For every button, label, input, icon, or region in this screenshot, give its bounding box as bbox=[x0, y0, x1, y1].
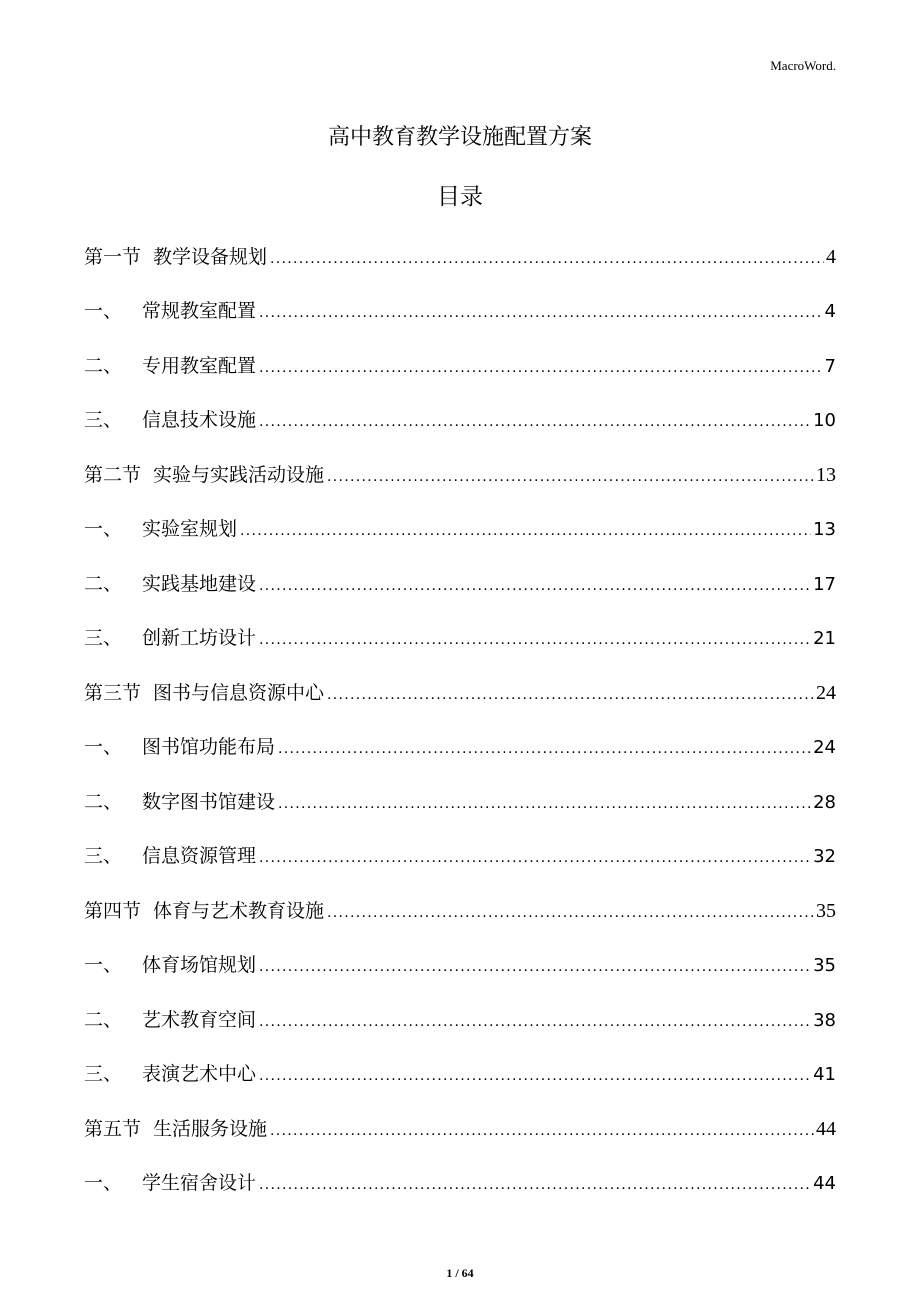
toc-dot-leader bbox=[259, 360, 823, 376]
toc-entry-link[interactable] bbox=[84, 1059, 836, 1086]
toc-dot-leader bbox=[327, 687, 814, 703]
toc-page-number: 24 bbox=[813, 737, 836, 759]
toc-entry-link[interactable] bbox=[84, 514, 836, 541]
toc-subsection-entry bbox=[84, 392, 836, 447]
toc-section-entry bbox=[84, 664, 836, 719]
toc-entry-title: 常规教室配置 bbox=[142, 300, 257, 323]
header-brand: MacroWord. bbox=[770, 58, 836, 73]
toc-dot-leader bbox=[259, 305, 823, 321]
toc-dot-leader bbox=[259, 1177, 811, 1193]
toc-subsection-entry bbox=[84, 1155, 836, 1210]
toc-subsection-entry bbox=[84, 501, 836, 556]
toc-subsection-entry bbox=[84, 283, 836, 338]
table-of-contents bbox=[84, 228, 836, 1209]
toc-dot-leader bbox=[259, 959, 811, 975]
toc-entry-number: 第一节 bbox=[84, 245, 142, 268]
toc-entry-title: 信息资源管理 bbox=[142, 845, 257, 868]
toc-entry-link[interactable] bbox=[84, 841, 836, 868]
toc-entry-link[interactable] bbox=[84, 950, 836, 977]
toc-entry-title: 图书馆功能布局 bbox=[142, 736, 276, 759]
toc-entry-number: 第五节 bbox=[84, 1117, 142, 1140]
toc-entry-link[interactable] bbox=[84, 460, 836, 487]
toc-entry-title: 教学设备规划 bbox=[153, 245, 268, 268]
toc-page-number: 4 bbox=[824, 301, 836, 323]
toc-entry-link[interactable] bbox=[84, 623, 836, 650]
toc-entry-number: 一、 bbox=[84, 736, 123, 759]
toc-heading: 目录 bbox=[437, 184, 483, 210]
toc-entry-number: 二、 bbox=[84, 354, 123, 377]
toc-page-number: 35 bbox=[816, 899, 836, 922]
toc-dot-leader bbox=[259, 632, 811, 648]
toc-entry-title: 专用教室配置 bbox=[142, 354, 257, 377]
toc-entry-link[interactable] bbox=[84, 896, 836, 923]
toc-page-number: 28 bbox=[813, 791, 836, 813]
toc-entry-number: 二、 bbox=[84, 572, 123, 595]
toc-subsection-entry bbox=[84, 773, 836, 828]
toc-section-entry bbox=[84, 446, 836, 501]
toc-page-number: 17 bbox=[813, 573, 836, 595]
toc-entry-title: 生活服务设施 bbox=[153, 1117, 268, 1140]
toc-entry-title: 信息技术设施 bbox=[142, 409, 257, 432]
toc-entry-number: 一、 bbox=[84, 1172, 123, 1195]
toc-page-number: 38 bbox=[813, 1009, 836, 1031]
toc-entry-number: 三、 bbox=[84, 1063, 123, 1086]
document-title: 高中教育教学设施配置方案 bbox=[327, 125, 592, 150]
toc-entry-number: 第三节 bbox=[84, 681, 142, 704]
toc-entry-title: 创新工坊设计 bbox=[142, 627, 257, 650]
toc-entry-link[interactable] bbox=[84, 678, 836, 705]
toc-page-number: 35 bbox=[813, 955, 836, 977]
toc-entry-title: 表演艺术中心 bbox=[142, 1063, 257, 1086]
toc-entry-title: 实验室规划 bbox=[142, 518, 238, 541]
toc-subsection-entry bbox=[84, 610, 836, 665]
toc-subsection-entry bbox=[84, 937, 836, 992]
toc-section-entry bbox=[84, 228, 836, 283]
toc-dot-leader bbox=[259, 850, 811, 866]
toc-entry-link[interactable] bbox=[84, 1114, 836, 1141]
toc-entry-title: 实验与实践活动设施 bbox=[153, 463, 325, 486]
toc-dot-leader bbox=[270, 1123, 814, 1139]
toc-entry-number: 二、 bbox=[84, 1008, 123, 1031]
toc-dot-leader bbox=[259, 1068, 811, 1084]
toc-subsection-entry bbox=[84, 719, 836, 774]
toc-page-number: 32 bbox=[813, 846, 836, 868]
toc-section-entry bbox=[84, 882, 836, 937]
toc-entry-title: 艺术教育空间 bbox=[142, 1008, 257, 1031]
toc-entry-title: 实践基地建设 bbox=[142, 572, 257, 595]
toc-entry-link[interactable] bbox=[84, 787, 836, 814]
toc-entry-title: 体育场馆规划 bbox=[142, 954, 257, 977]
toc-section-entry bbox=[84, 1100, 836, 1155]
toc-dot-leader bbox=[270, 251, 824, 267]
toc-entry-link[interactable] bbox=[84, 1168, 836, 1195]
toc-entry-title: 数字图书馆建设 bbox=[142, 790, 276, 813]
toc-dot-leader bbox=[259, 578, 811, 594]
toc-entry-link[interactable] bbox=[84, 242, 836, 269]
toc-entry-number: 三、 bbox=[84, 845, 123, 868]
toc-entry-number: 二、 bbox=[84, 790, 123, 813]
toc-page-number: 24 bbox=[816, 681, 836, 704]
toc-page-number: 7 bbox=[824, 355, 836, 377]
toc-entry-number: 第二节 bbox=[84, 463, 142, 486]
toc-entry-link[interactable] bbox=[84, 569, 836, 596]
toc-entry-link[interactable] bbox=[84, 732, 836, 759]
toc-dot-leader bbox=[327, 905, 814, 921]
toc-entry-number: 第四节 bbox=[84, 899, 142, 922]
toc-entry-title: 体育与艺术教育设施 bbox=[153, 899, 325, 922]
toc-page-number: 13 bbox=[813, 519, 836, 541]
toc-page-number: 21 bbox=[813, 628, 836, 650]
toc-entry-number: 一、 bbox=[84, 954, 123, 977]
toc-page-number: 10 bbox=[813, 410, 836, 432]
toc-subsection-entry bbox=[84, 828, 836, 883]
toc-entry-number: 三、 bbox=[84, 627, 123, 650]
toc-entry-number: 一、 bbox=[84, 518, 123, 541]
toc-entry-link[interactable] bbox=[84, 405, 836, 432]
toc-subsection-entry bbox=[84, 991, 836, 1046]
toc-subsection-entry bbox=[84, 555, 836, 610]
toc-entry-title: 图书与信息资源中心 bbox=[153, 681, 325, 704]
toc-page-number: 41 bbox=[813, 1064, 836, 1086]
toc-entry-number: 三、 bbox=[84, 409, 123, 432]
toc-entry-link[interactable] bbox=[84, 1005, 836, 1032]
toc-dot-leader bbox=[278, 741, 811, 757]
toc-page-number: 44 bbox=[813, 1173, 836, 1195]
toc-entry-number: 一、 bbox=[84, 300, 123, 323]
toc-entry-link[interactable] bbox=[84, 351, 836, 378]
toc-dot-leader bbox=[240, 523, 811, 539]
toc-subsection-entry bbox=[84, 337, 836, 392]
toc-subsection-entry bbox=[84, 1046, 836, 1101]
toc-page-number: 13 bbox=[816, 463, 836, 486]
toc-dot-leader bbox=[259, 414, 811, 430]
toc-page-number: 44 bbox=[816, 1117, 836, 1140]
toc-dot-leader bbox=[278, 796, 811, 812]
toc-dot-leader bbox=[327, 469, 814, 485]
toc-dot-leader bbox=[259, 1014, 811, 1030]
toc-entry-title: 学生宿舍设计 bbox=[142, 1172, 257, 1195]
toc-page-number: 4 bbox=[826, 245, 836, 268]
page-indicator: 1 / 64 bbox=[446, 1266, 474, 1280]
toc-entry-link[interactable] bbox=[84, 296, 836, 323]
